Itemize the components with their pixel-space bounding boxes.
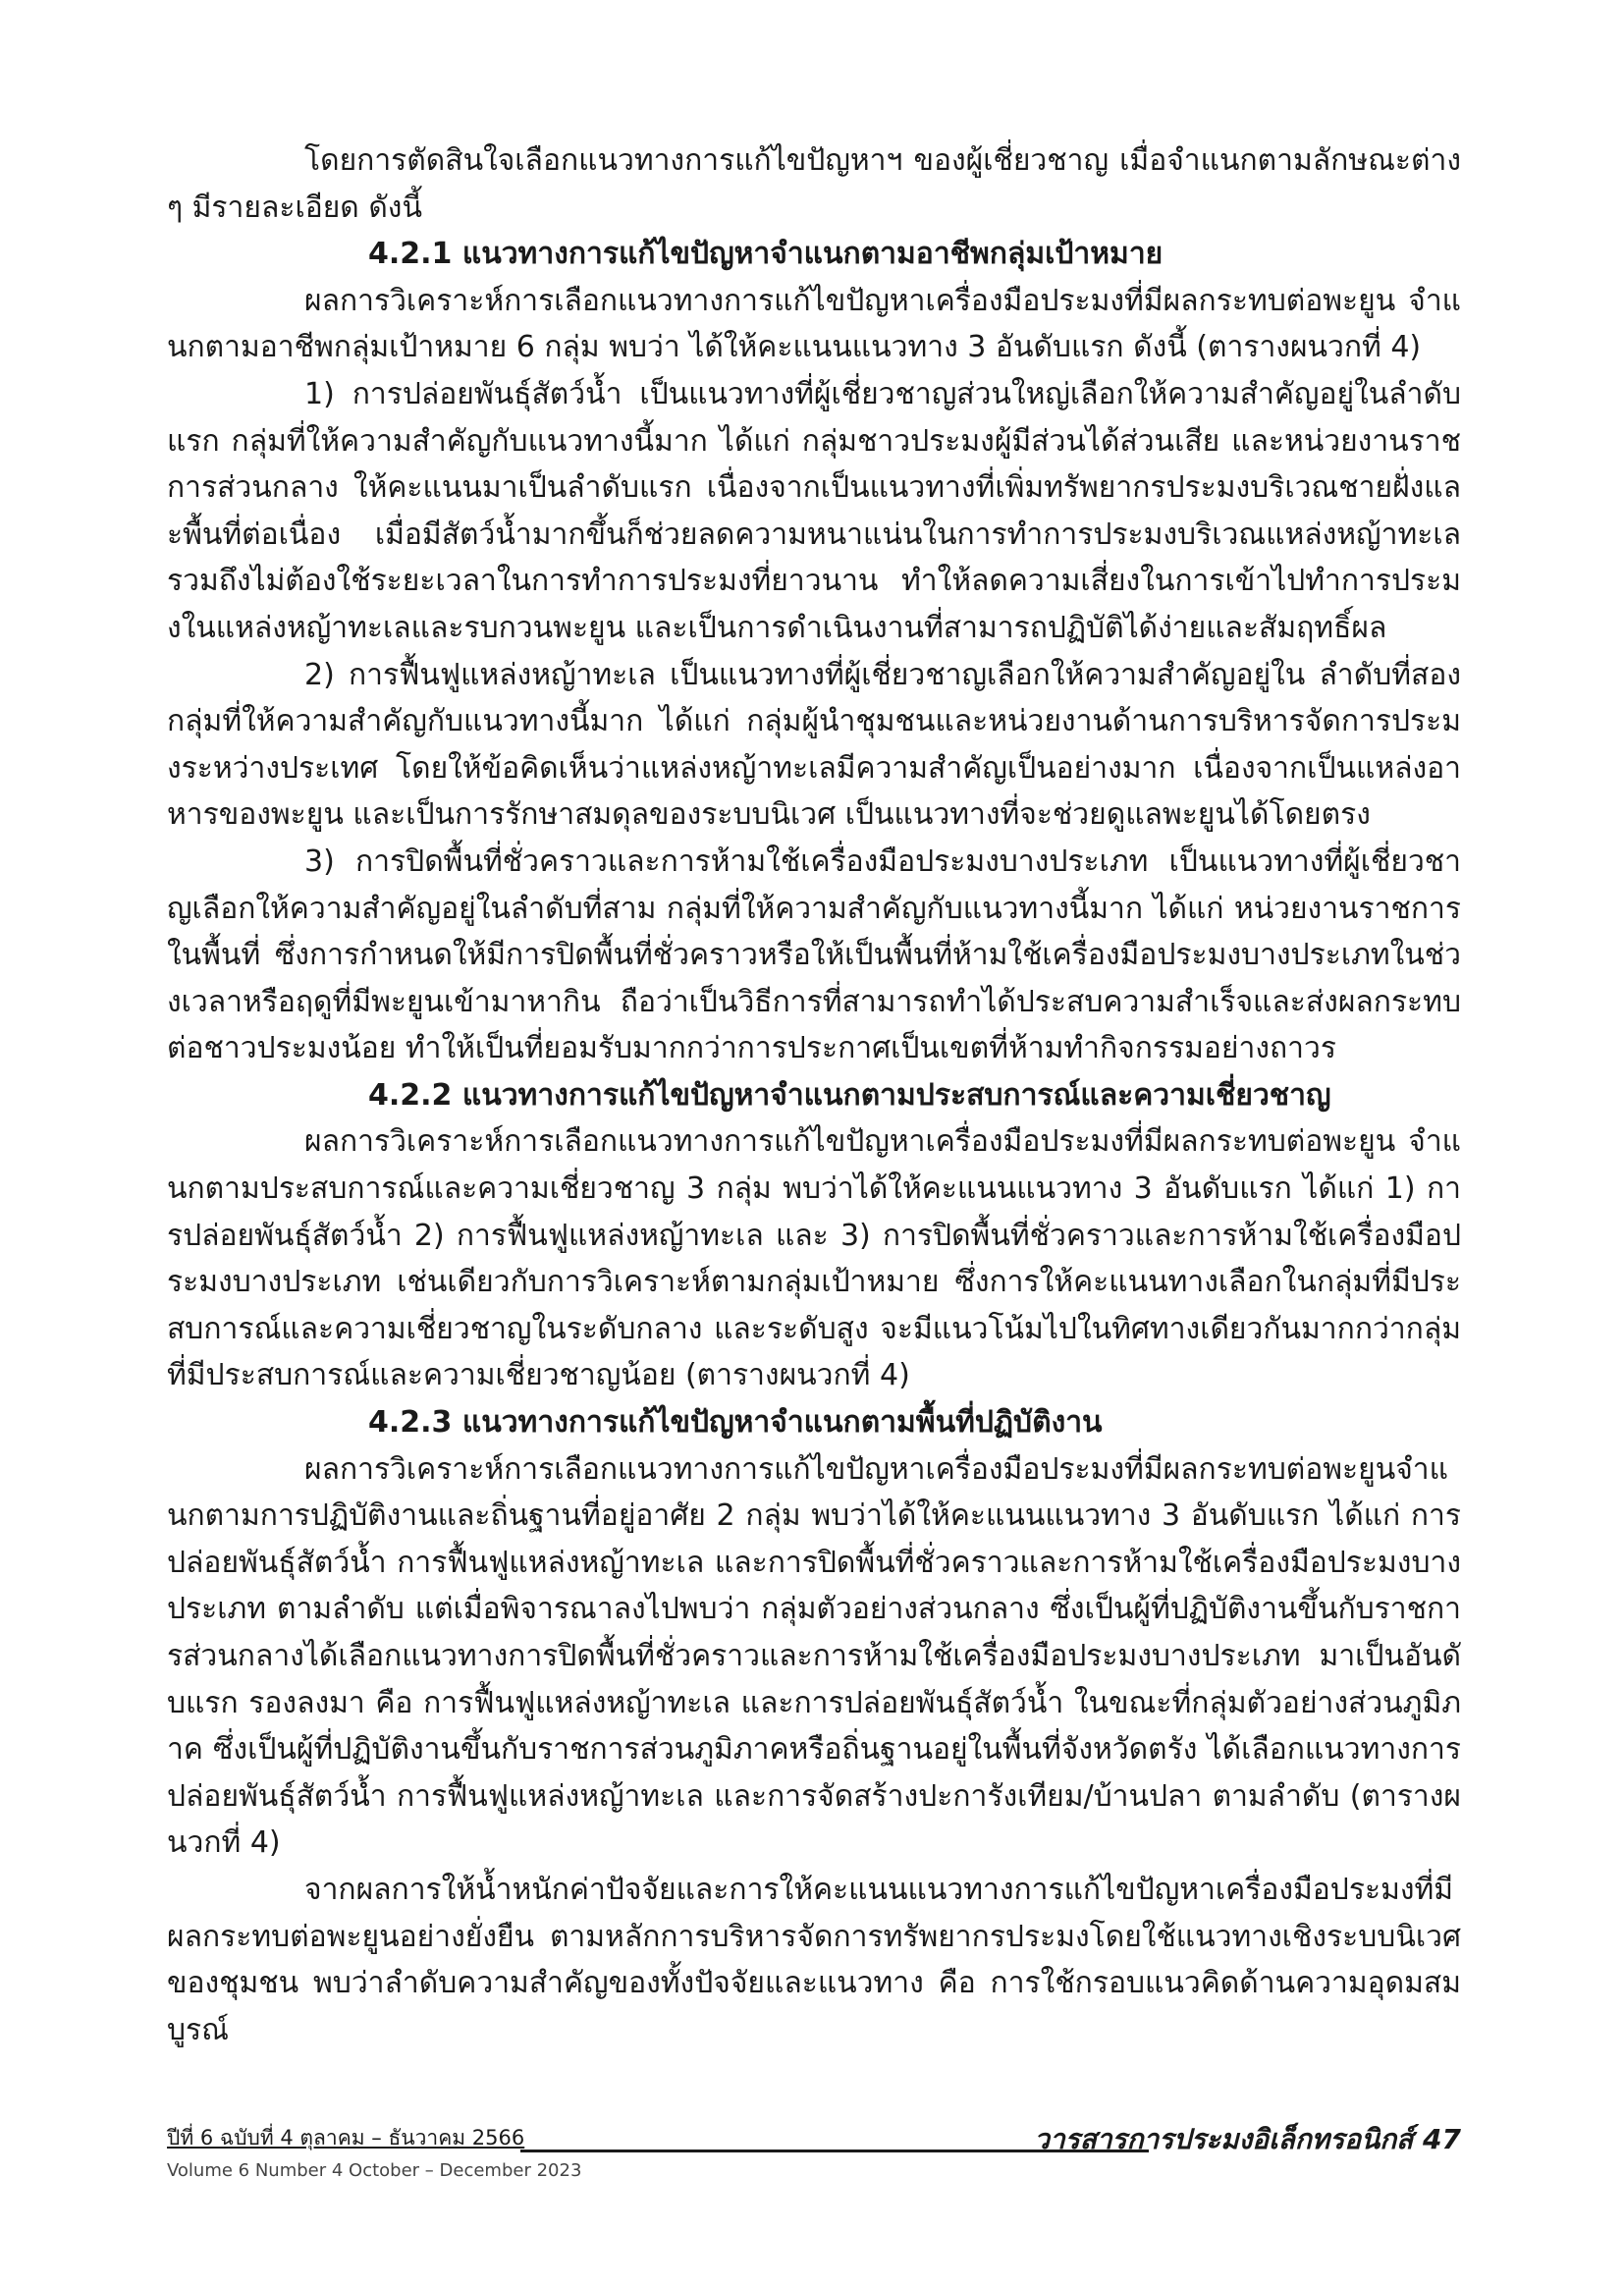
- paragraph-4-2-2-summary: ผลการวิเคราะห์การเลือกแนวทางการแก้ไขปัญหาเครื่องมือประมงที่มีผลกระทบต่อพะยูน จำแนกตามประสบการณ์และความเชี่ยวชาญ 3 กลุ่ม พบว่าได้ให้คะแนนแนวทาง 3 อันดับแรก ได้แก่ 1) การปล่อยพันธุ์สัตว์น้ำ 2) การฟื้นฟูแหล่งหญ้าทะเล และ 3) การปิดพื้นที่ชั่วคราวและการห้ามใช้เครื่องมือประมงบางประเภท เช่นเดียวกับการวิเคราะห์ตามกลุ่มเป้าหมาย ซึ่งการให้คะแนนทางเลือกในกลุ่มที่มีประสบการณ์และความเชี่ยวชาญในระดับกลาง และระดับสูง จะมีแนวโน้มไปในทิศทางเดียวกันมากกว่ากลุ่มที่มีประสบการณ์และความเชี่ยวชาญน้อย (ตารางผนวกที่ 4): [167, 1124, 1461, 1393]
- paragraph-4-2-1-item-1: 1) การปล่อยพันธุ์สัตว์น้ำ เป็นแนวทางที่ผู้เชี่ยวชาญส่วนใหญ่เลือกให้ความสำคัญอยู่ในลำดับแรก กลุ่มที่ให้ความสำคัญกับแนวทางนี้มาก ได้แก่ กลุ่มชาวประมงผู้มีส่วนได้ส่วนเสีย และหน่วยงานราชการส่วนกลาง ให้คะแนนมาเป็นลำดับแรก เนื่องจากเป็นแนวทางที่เพิ่มทรัพยากรประมงบริเวณชายฝั่งและพื้นที่ต่อเนื่อง เมื่อมีสัตว์น้ำมากขึ้นก็ช่วยลดความหนาแน่นในการทำการประมงบริเวณแหล่งหญ้าทะเล รวมถึงไม่ต้องใช้ระยะเวลาในการทำการประมงที่ยาวนาน ทำให้ลดความเสี่ยงในการเข้าไปทำการประมงในแหล่งหญ้าทะเลและรบกวนพะยูน และเป็นการดำเนินงานที่สามารถปฏิบัติได้ง่ายและสัมฤทธิ์ผล: [167, 376, 1461, 645]
- footer-issue-thai: ปีที่ 6 ฉบับที่ 4 ตุลาคม – ธันวาคม 2566: [167, 2126, 525, 2150]
- section-heading-4-2-3: 4.2.3 แนวทางการแก้ไขปัญหาจำแนกตามพื้นที่ปฏิบัติงาน: [368, 1405, 1103, 1441]
- paragraph-4-2-1-item-3: 3) การปิดพื้นที่ชั่วคราวและการห้ามใช้เครื่องมือประมงบางประเภท เป็นแนวทางที่ผู้เชี่ยวชาญเลือกให้ความสำคัญอยู่ในลำดับที่สาม กลุ่มที่ให้ความสำคัญกับแนวทางนี้มาก ได้แก่ หน่วยงานราชการในพื้นที่ ซึ่งการกำหนดให้มีการปิดพื้นที่ชั่วคราวหรือให้เป็นพื้นที่ห้ามใช้เครื่องมือประมงบางประเภทในช่วงเวลาหรือฤดูที่มีพะยูนเข้ามาหากิน ถือว่าเป็นวิธีการที่สามารถทำได้ประสบความสำเร็จและส่งผลกระทบต่อชาวประมงน้อย ทำให้เป็นที่ยอมรับมากกว่าการประกาศเป็นเขตที่ห้ามทำกิจกรรมอย่างถาวร: [167, 844, 1461, 1066]
- section-heading-4-2-1: 4.2.1 แนวทางการแก้ไขปัญหาจำแนกตามอาชีพกลุ่มเป้าหมาย: [368, 237, 1164, 272]
- paragraph-4-2-1-item-2: 2) การฟื้นฟูแหล่งหญ้าทะเล เป็นแนวทางที่ผู้เชี่ยวชาญเลือกให้ความสำคัญอยู่ใน ลำดับที่สอง กลุ่มที่ให้ความสำคัญกับแนวทางนี้มาก ได้แก่ กลุ่มผู้นำชุมชนและหน่วยงานด้านการบริหารจัดการประมงระหว่างประเทศ โดยให้ข้อคิดเห็นว่าแหล่งหญ้าทะเลมีความสำคัญเป็นอย่างมาก เนื่องจากเป็นแหล่งอาหารของพะยูน และเป็นการรักษาสมดุลของระบบนิเวศ เป็นแนวทางที่จะช่วยดูแลพะยูนได้โดยตรง: [167, 657, 1461, 833]
- paragraph-conclusion: จากผลการให้น้ำหนักค่าปัจจัยและการให้คะแนนแนวทางการแก้ไขปัญหาเครื่องมือประมงที่มีผลกระทบต่อพะยูนอย่างยั่งยืน ตามหลักการบริหารจัดการทรัพยากรประมงโดยใช้แนวทางเชิงระบบนิเวศของชุมชน พบว่าลำดับความสำคัญของทั้งปัจจัยและแนวทาง คือ การใช้กรอบแนวคิดด้านความอุดมสมบูรณ์: [167, 1872, 1461, 2047]
- body-text: [167, 137, 1461, 2053]
- page-footer: [167, 2123, 1461, 2202]
- section-heading-4-2-2: 4.2.2 แนวทางการแก้ไขปัญหาจำแนกตามประสบการณ์และความเชี่ยวชาญ: [368, 1077, 1331, 1113]
- paragraph-4-2-1-summary: ผลการวิเคราะห์การเลือกแนวทางการแก้ไขปัญหาเครื่องมือประมงที่มีผลกระทบต่อพะยูน จำแนกตามอาชีพกลุ่มเป้าหมาย 6 กลุ่ม พบว่า ได้ให้คะแนนแนวทาง 3 อันดับแรก ดังนี้ (ตารางผนวกที่ 4): [167, 283, 1461, 365]
- footer-journal-title: วารสารการประมงอิเล็กทรอนิกส์ 47: [1034, 2123, 1461, 2155]
- paragraph-4-2-3-summary: ผลการวิเคราะห์การเลือกแนวทางการแก้ไขปัญหาเครื่องมือประมงที่มีผลกระทบต่อพะยูนจำแนกตามการปฏิบัติงานและถิ่นฐานที่อยู่อาศัย 2 กลุ่ม พบว่าได้ให้คะแนนแนวทาง 3 อันดับแรก ได้แก่ การปล่อยพันธุ์สัตว์น้ำ การฟื้นฟูแหล่งหญ้าทะเล และการปิดพื้นที่ชั่วคราวและการห้ามใช้เครื่องมือประมงบางประเภท ตามลำดับ แต่เมื่อพิจารณาลงไปพบว่า กลุ่มตัวอย่างส่วนกลาง ซึ่งเป็นผู้ที่ปฏิบัติงานขึ้นกับราชการส่วนกลางได้เลือกแนวทางการปิดพื้นที่ชั่วคราวและการห้ามใช้เครื่องมือประมงบางประเภท มาเป็นอันดับแรก รองลงมา คือ การฟื้นฟูแหล่งหญ้าทะเล และการปล่อยพันธุ์สัตว์น้ำ ในขณะที่กลุ่มตัวอย่างส่วนภูมิภาค ซึ่งเป็นผู้ที่ปฏิบัติงานขึ้นกับราชการส่วนภูมิภาคหรือถิ่นฐานอยู่ในพื้นที่จังหวัดตรัง ได้เลือกแนวทางการปล่อยพันธุ์สัตว์น้ำ การฟื้นฟูแหล่งหญ้าทะเล และการจัดสร้างปะการังเทียม/บ้านปลา ตามลำดับ (ตารางผนวกที่ 4): [167, 1451, 1461, 1861]
- footer-issue-english: Volume 6 Number 4 October – December 2023: [167, 2160, 582, 2181]
- intro-paragraph: โดยการตัดสินใจเลือกแนวทางการแก้ไขปัญหาฯ ของผู้เชี่ยวชาญ เมื่อจำแนกตามลักษณะต่าง ๆ มีรายละเอียด ดังนี้: [167, 143, 1461, 225]
